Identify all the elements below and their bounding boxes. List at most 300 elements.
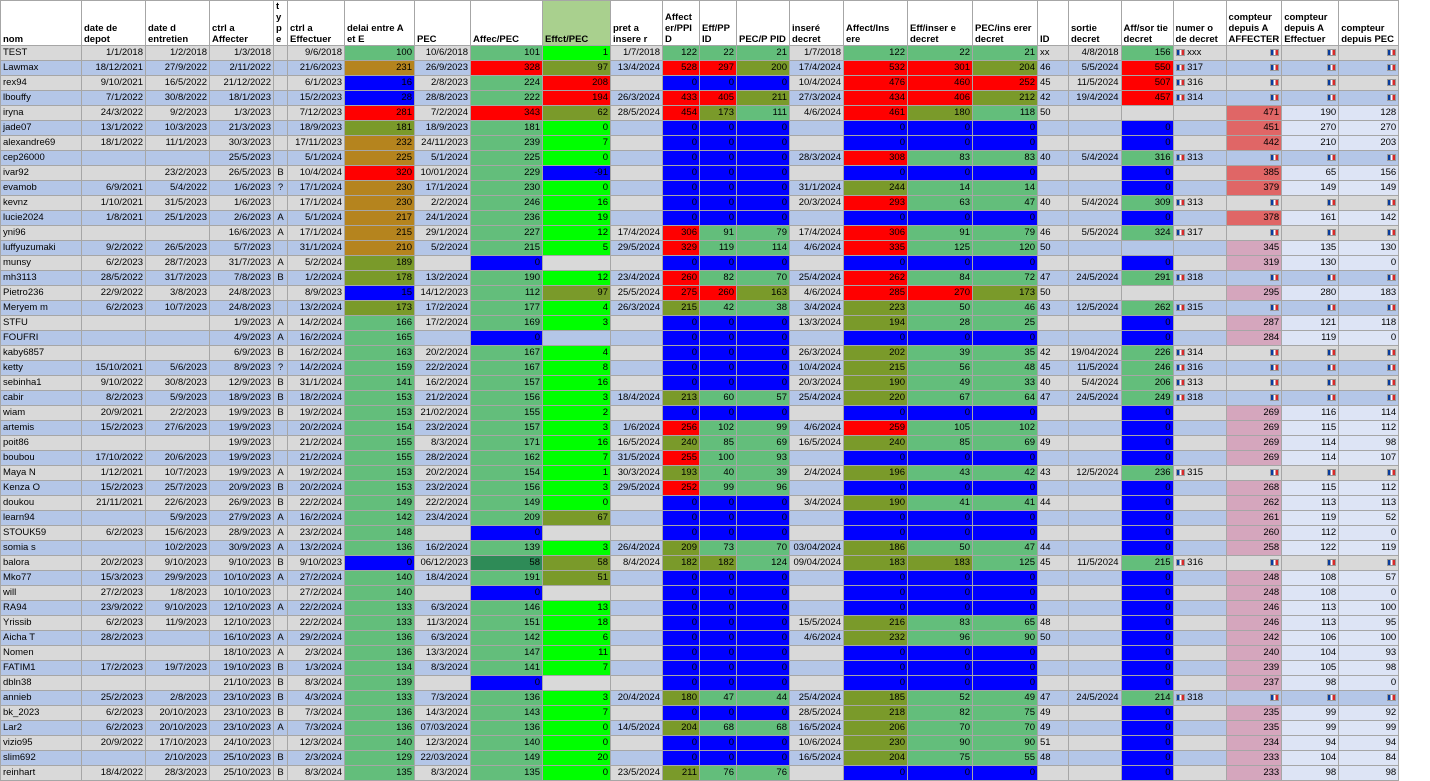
table-cell[interactable] [1069,751,1122,766]
table-cell[interactable]: 16/2/2024 [288,346,345,361]
table-cell[interactable]: 0 [973,661,1038,676]
table-cell[interactable]: 18/1/2022 [82,136,146,151]
table-row[interactable] [1,226,1399,241]
table-cell[interactable]: 6/2/2023 [82,526,146,541]
table-cell[interactable]: somia s [1,541,82,556]
table-cell[interactable]: 16 [543,376,611,391]
table-cell[interactable] [1173,496,1226,511]
table-cell[interactable] [274,286,288,301]
table-cell[interactable]: 1 [543,46,611,61]
table-cell[interactable]: 0 [663,511,700,526]
table-cell[interactable]: 47 [973,541,1038,556]
table-cell[interactable]: 260 [663,271,700,286]
table-cell[interactable]: slim692 [1,751,82,766]
table-cell[interactable]: 297 [700,61,737,76]
table-cell[interactable]: 21 [973,46,1038,61]
table-cell[interactable]: 0 [700,211,737,226]
table-cell[interactable]: 156 [1121,46,1173,61]
table-cell[interactable]: 27/6/2023 [146,421,210,436]
table-cell[interactable]: B [274,661,288,676]
table-cell[interactable]: 16/2/2024 [415,541,471,556]
table-cell[interactable]: 0 [1121,646,1173,661]
table-cell[interactable]: 0 [471,526,543,541]
table-cell[interactable]: 182 [663,556,700,571]
table-cell[interactable]: 03/04/2024 [790,541,844,556]
table-cell[interactable]: 2 [543,406,611,421]
table-cell[interactable] [1226,271,1282,286]
table-cell[interactable]: 28 [345,91,415,106]
table-cell[interactable]: 17/11/2023 [288,136,345,151]
table-cell[interactable]: 270 [908,286,973,301]
table-cell[interactable] [1069,406,1122,421]
table-cell[interactable]: 0 [663,601,700,616]
table-cell[interactable]: Meryem m [1,301,82,316]
table-cell[interactable]: 233 [1226,751,1282,766]
table-cell[interactable]: 99 [737,421,790,436]
table-cell[interactable]: B [274,481,288,496]
table-cell[interactable]: 140 [345,736,415,751]
column-header[interactable]: ctrl a Effectuer [288,1,345,46]
table-cell[interactable]: 58 [543,556,611,571]
table-cell[interactable]: 23/2/2024 [415,481,471,496]
table-cell[interactable] [1282,151,1339,166]
table-cell[interactable]: 180 [663,691,700,706]
table-cell[interactable]: 0 [973,481,1038,496]
table-cell[interactable]: 240 [663,436,700,451]
table-cell[interactable] [611,511,663,526]
table-cell[interactable]: 246 [1226,616,1282,631]
table-cell[interactable]: 19/7/2023 [146,661,210,676]
table-cell[interactable]: Maya N [1,466,82,481]
table-cell[interactable]: 142 [471,631,543,646]
table-cell[interactable]: 46 [1038,61,1069,76]
table-cell[interactable]: 25/4/2024 [790,691,844,706]
table-cell[interactable]: 0 [1121,136,1173,151]
table-cell[interactable]: balora [1,556,82,571]
table-cell[interactable] [1069,526,1122,541]
table-cell[interactable]: 0 [700,376,737,391]
table-cell[interactable]: 270 [1282,121,1339,136]
table-cell[interactable]: 0 [700,526,737,541]
table-cell[interactable]: 8/3/2024 [415,766,471,781]
table-cell[interactable] [611,736,663,751]
table-cell[interactable]: 5/5/2024 [1069,61,1122,76]
table-cell[interactable]: Mko77 [1,571,82,586]
table-cell[interactable]: 96 [737,481,790,496]
table-cell[interactable]: 28/7/2023 [146,256,210,271]
table-cell[interactable]: 68 [700,721,737,736]
table-cell[interactable]: 0 [973,256,1038,271]
table-cell[interactable]: 236 [471,211,543,226]
table-cell[interactable] [1339,346,1399,361]
table-cell[interactable] [611,646,663,661]
table-row[interactable] [1,511,1399,526]
table-cell[interactable] [1173,736,1226,751]
table-cell[interactable]: 0 [737,406,790,421]
table-cell[interactable]: 4/9/2023 [210,331,274,346]
table-cell[interactable]: 0 [700,76,737,91]
table-row[interactable] [1,301,1399,316]
table-cell[interactable]: lucie2024 [1,211,82,226]
table-cell[interactable]: 1/2/2024 [288,271,345,286]
table-cell[interactable]: 85 [700,436,737,451]
table-cell[interactable]: 112 [1282,526,1339,541]
table-cell[interactable]: 18/10/2023 [210,646,274,661]
table-cell[interactable]: 15/6/2023 [146,526,210,541]
table-cell[interactable] [1038,211,1069,226]
table-cell[interactable]: 0 [663,346,700,361]
table-cell[interactable]: 18/4/2024 [415,571,471,586]
table-cell[interactable]: 14/5/2024 [611,721,663,736]
table-cell[interactable]: 17/2/2024 [415,301,471,316]
table-cell[interactable]: 6/2/2023 [82,301,146,316]
table-cell[interactable]: 30/9/2023 [210,541,274,556]
table-cell[interactable] [611,676,663,691]
table-cell[interactable]: 33 [973,376,1038,391]
table-cell[interactable]: 57 [737,391,790,406]
table-cell[interactable]: 15/3/2023 [82,571,146,586]
table-cell[interactable]: B [274,691,288,706]
table-cell[interactable]: 149 [471,751,543,766]
table-cell[interactable]: 256 [663,421,700,436]
table-cell[interactable]: 5/5/2024 [1069,226,1122,241]
table-cell[interactable] [1173,766,1226,781]
column-header[interactable]: Aff/sor tie decret [1121,1,1173,46]
table-cell[interactable]: 120 [973,241,1038,256]
table-cell[interactable]: 50 [1038,631,1069,646]
table-cell[interactable]: 5/1/2024 [415,151,471,166]
table-cell[interactable]: 21/12/2022 [210,76,274,91]
table-row[interactable] [1,556,1399,571]
table-cell[interactable]: doukou [1,496,82,511]
table-cell[interactable]: 4/6/2024 [790,106,844,121]
table-cell[interactable]: 142 [1339,211,1399,226]
table-cell[interactable]: 186 [844,541,908,556]
table-cell[interactable]: 0 [737,346,790,361]
table-cell[interactable] [1282,556,1339,571]
table-cell[interactable]: ketty [1,361,82,376]
table-cell[interactable] [82,541,146,556]
table-cell[interactable]: 0 [700,496,737,511]
table-cell[interactable]: 0 [1339,256,1399,271]
table-cell[interactable]: 70 [973,721,1038,736]
table-cell[interactable]: 0 [700,121,737,136]
table-cell[interactable]: 108 [1282,586,1339,601]
table-cell[interactable]: 3/4/2024 [790,496,844,511]
table-cell[interactable]: 6/9/2021 [82,181,146,196]
table-cell[interactable]: 213 [663,391,700,406]
table-cell[interactable]: 0 [737,751,790,766]
table-cell[interactable]: 0 [844,136,908,151]
table-cell[interactable]: TEST [1,46,82,61]
table-cell[interactable]: 2/8/2023 [415,76,471,91]
table-cell[interactable]: 10/01/2024 [415,166,471,181]
table-cell[interactable]: 0 [737,571,790,586]
table-cell[interactable] [611,586,663,601]
table-cell[interactable]: 0 [543,766,611,781]
table-row[interactable] [1,346,1399,361]
table-cell[interactable]: 14 [973,181,1038,196]
table-cell[interactable]: 149 [471,496,543,511]
table-cell[interactable] [1038,256,1069,271]
table-cell[interactable]: 25/4/2024 [790,391,844,406]
table-cell[interactable]: 29/1/2024 [415,226,471,241]
table-cell[interactable]: 18/12/2021 [82,61,146,76]
table-cell[interactable]: 252 [663,481,700,496]
table-cell[interactable] [1069,661,1122,676]
table-cell[interactable]: 153 [345,391,415,406]
table-cell[interactable] [1173,406,1226,421]
table-cell[interactable]: 193 [663,466,700,481]
table-cell[interactable]: 5/2/2024 [288,256,345,271]
table-cell[interactable]: 215 [844,361,908,376]
table-cell[interactable]: 136 [345,541,415,556]
table-cell[interactable]: 200 [737,61,790,76]
table-cell[interactable]: 10/2/2023 [146,541,210,556]
table-cell[interactable] [1226,61,1282,76]
table-cell[interactable] [274,421,288,436]
table-cell[interactable]: wiam [1,406,82,421]
table-cell[interactable]: 23/10/2023 [210,706,274,721]
table-cell[interactable] [1173,211,1226,226]
table-cell[interactable]: 269 [1226,451,1282,466]
table-cell[interactable]: 222 [471,91,543,106]
table-cell[interactable]: 210 [1282,136,1339,151]
table-cell[interactable]: 0 [737,706,790,721]
table-cell[interactable]: 98 [1339,766,1399,781]
table-cell[interactable]: 151 [471,616,543,631]
table-cell[interactable]: 270 [1339,121,1399,136]
table-cell[interactable]: 0 [844,481,908,496]
table-cell[interactable]: 8/9/2023 [288,286,345,301]
table-cell[interactable]: 119 [1282,331,1339,346]
table-cell[interactable]: 280 [1282,286,1339,301]
table-row[interactable] [1,61,1399,76]
table-cell[interactable]: 0 [663,196,700,211]
table-cell[interactable]: 1/7/2018 [611,46,663,61]
table-cell[interactable] [1339,691,1399,706]
table-cell[interactable]: 181 [345,121,415,136]
table-cell[interactable]: 24/11/2023 [415,136,471,151]
table-row[interactable] [1,361,1399,376]
table-cell[interactable]: 0 [1121,586,1173,601]
table-cell[interactable] [1173,451,1226,466]
table-cell[interactable]: 220 [844,391,908,406]
table-cell[interactable]: 215 [1121,556,1173,571]
table-cell[interactable] [1339,151,1399,166]
table-cell[interactable]: 0 [1121,121,1173,136]
table-cell[interactable]: 38 [737,301,790,316]
table-cell[interactable]: 153 [345,406,415,421]
table-cell[interactable]: mh3113 [1,271,82,286]
table-cell[interactable]: 12/3/2024 [288,736,345,751]
table-cell[interactable] [1038,586,1069,601]
table-cell[interactable]: 7/8/2023 [210,271,274,286]
table-cell[interactable] [611,616,663,631]
table-cell[interactable]: alexandre69 [1,136,82,151]
column-header[interactable]: delai entre A et E [345,1,415,46]
table-cell[interactable]: 97 [543,286,611,301]
table-cell[interactable]: 196 [844,466,908,481]
table-cell[interactable] [790,526,844,541]
table-cell[interactable]: 242 [1226,631,1282,646]
table-cell[interactable]: 0 [908,586,973,601]
table-cell[interactable] [1038,661,1069,676]
table-cell[interactable]: 460 [908,76,973,91]
table-cell[interactable] [82,166,146,181]
column-header[interactable]: ID [1038,1,1069,46]
table-cell[interactable]: 8/9/2023 [210,361,274,376]
table-cell[interactable]: will [1,586,82,601]
table-cell[interactable]: 239 [471,136,543,151]
table-cell[interactable] [1339,556,1399,571]
table-cell[interactable]: 19/9/2023 [210,451,274,466]
table-cell[interactable]: 0 [1121,661,1173,676]
table-row[interactable] [1,481,1399,496]
table-cell[interactable] [1226,376,1282,391]
table-cell[interactable]: sebinha1 [1,376,82,391]
table-cell[interactable] [1339,196,1399,211]
table-cell[interactable] [146,346,210,361]
table-cell[interactable]: 0 [737,151,790,166]
table-cell[interactable]: 20/2/2024 [415,346,471,361]
table-cell[interactable]: reinhart [1,766,82,781]
table-cell[interactable]: 21/11/2021 [82,496,146,511]
table-cell[interactable] [82,331,146,346]
table-row[interactable] [1,751,1399,766]
table-cell[interactable]: 92 [1339,706,1399,721]
table-cell[interactable]: 50 [1038,286,1069,301]
table-cell[interactable]: 25/10/2023 [210,751,274,766]
table-cell[interactable] [611,346,663,361]
table-cell[interactable]: 104 [1282,646,1339,661]
table-cell[interactable]: 106 [1282,631,1339,646]
table-cell[interactable] [1282,271,1339,286]
table-cell[interactable]: 72 [973,271,1038,286]
table-cell[interactable]: 47 [700,691,737,706]
table-cell[interactable]: 22 [700,46,737,61]
table-cell[interactable]: 13/1/2022 [82,121,146,136]
table-cell[interactable]: 4 [543,346,611,361]
table-cell[interactable]: 316 [1121,151,1173,166]
table-cell[interactable]: 3 [543,421,611,436]
table-cell[interactable]: 112 [1339,481,1399,496]
table-cell[interactable]: 125 [908,241,973,256]
table-cell[interactable] [1339,91,1399,106]
table-cell[interactable] [1282,391,1339,406]
table-cell[interactable]: B [274,751,288,766]
table-cell[interactable]: 56 [908,361,973,376]
table-cell[interactable]: 0 [1121,421,1173,436]
table-cell[interactable] [82,751,146,766]
table-cell[interactable]: A [274,601,288,616]
table-cell[interactable] [146,331,210,346]
table-row[interactable] [1,316,1399,331]
table-cell[interactable] [1173,181,1226,196]
table-cell[interactable]: 0 [737,601,790,616]
table-cell[interactable]: 23/10/2023 [210,721,274,736]
table-cell[interactable]: 532 [844,61,908,76]
table-cell[interactable]: 231 [345,61,415,76]
table-cell[interactable]: 16/2/2024 [288,511,345,526]
table-cell[interactable]: 21/6/2023 [288,61,345,76]
table-row[interactable] [1,106,1399,121]
table-cell[interactable] [82,151,146,166]
table-cell[interactable]: 76 [700,766,737,781]
table-cell[interactable]: 0 [908,121,973,136]
table-cell[interactable]: 12/9/2023 [210,376,274,391]
table-cell[interactable]: 285 [844,286,908,301]
table-cell[interactable] [611,601,663,616]
table-cell[interactable]: 22/2/2024 [288,496,345,511]
table-cell[interactable]: cep26000 [1,151,82,166]
table-cell[interactable]: 154 [471,466,543,481]
table-cell[interactable]: 47 [1038,391,1069,406]
table-cell[interactable]: 16/5/2024 [790,721,844,736]
table-cell[interactable]: 26/5/2023 [146,241,210,256]
table-cell[interactable]: poit86 [1,436,82,451]
table-cell[interactable]: 50 [1038,106,1069,121]
table-cell[interactable]: 16/2/2024 [288,331,345,346]
table-cell[interactable]: 0 [700,646,737,661]
table-cell[interactable]: 22/03/2024 [415,751,471,766]
table-cell[interactable]: 0 [908,601,973,616]
table-cell[interactable] [611,631,663,646]
table-cell[interactable]: 51 [543,571,611,586]
table-cell[interactable]: 0 [737,331,790,346]
table-cell[interactable]: 0 [700,316,737,331]
table-cell[interactable]: 139 [471,541,543,556]
table-cell[interactable]: 22/9/2022 [82,286,146,301]
table-cell[interactable]: 0 [700,511,737,526]
table-cell[interactable]: 0 [737,376,790,391]
table-cell[interactable]: 12 [543,226,611,241]
table-cell[interactable]: 100 [345,46,415,61]
table-cell[interactable]: 0 [1339,331,1399,346]
table-cell[interactable] [1069,316,1122,331]
table-cell[interactable]: 115 [1282,481,1339,496]
table-cell[interactable]: 20/2/2024 [288,421,345,436]
table-cell[interactable]: 3/4/2024 [790,301,844,316]
table-cell[interactable]: 19/9/2023 [210,421,274,436]
table-cell[interactable]: 173 [345,301,415,316]
table-cell[interactable]: 0 [663,316,700,331]
table-cell[interactable]: B [274,376,288,391]
table-cell[interactable]: 0 [345,556,415,571]
table-cell[interactable]: 15/2/2023 [82,421,146,436]
table-cell[interactable]: 39 [737,466,790,481]
table-cell[interactable]: 111 [737,106,790,121]
table-cell[interactable]: 10/4/2024 [790,361,844,376]
table-cell[interactable] [274,121,288,136]
table-cell[interactable]: 281 [345,106,415,121]
table-cell[interactable]: A [274,256,288,271]
table-cell[interactable]: 14/12/2023 [415,286,471,301]
table-cell[interactable]: 6/3/2024 [415,601,471,616]
table-cell[interactable] [1069,736,1122,751]
table-cell[interactable] [1038,601,1069,616]
table-cell[interactable]: 6/3/2024 [415,631,471,646]
table-cell[interactable] [274,586,288,601]
table-cell[interactable]: 232 [844,631,908,646]
table-cell[interactable] [1173,106,1226,121]
table-cell[interactable]: 136 [345,631,415,646]
table-cell[interactable]: 190 [471,271,543,286]
table-cell[interactable]: 84 [1339,751,1399,766]
table-cell[interactable]: 212 [973,91,1038,106]
table-cell[interactable]: 0 [737,121,790,136]
table-cell[interactable] [1173,46,1226,61]
